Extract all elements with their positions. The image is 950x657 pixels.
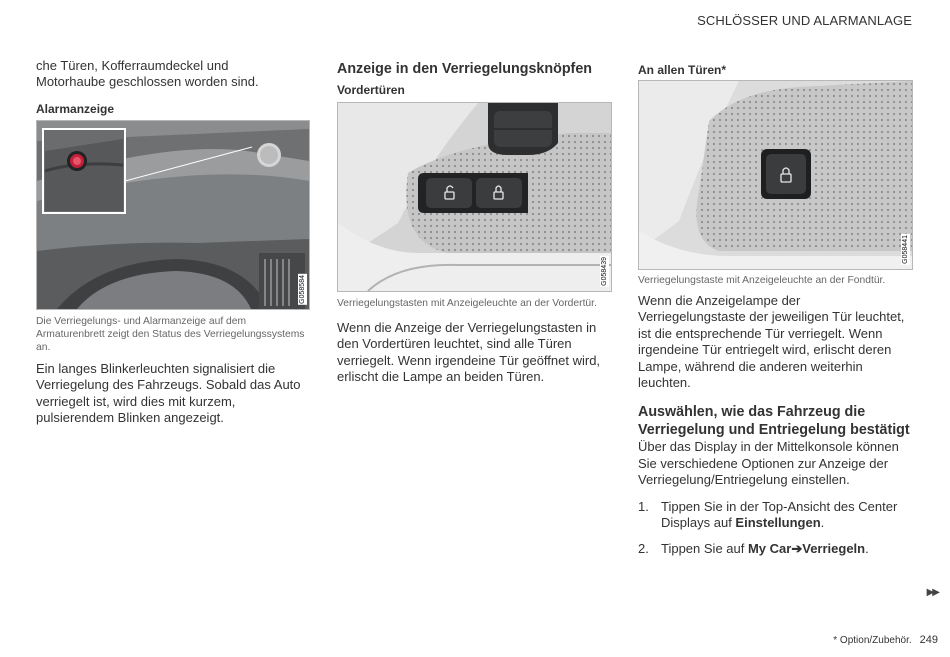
- alarm-indicator-heading: Alarmanzeige: [36, 101, 115, 116]
- lock-button-indicator-heading: Anzeige in den Verriegelungsknöpfen: [337, 61, 593, 77]
- rear-door-lock-button-figure: [638, 80, 913, 270]
- page-footer: [833, 634, 938, 646]
- front-door-figure-caption: Verriegelungstasten mit Anzeigeleuchte an der Vordertür.: [337, 298, 597, 309]
- footnote: * Option/Zubehör.: [833, 635, 912, 646]
- alarm-body-text: Ein langes Blinkerleuchten signalisiert die Verriegelung des Fahrzeugs. Sobald das Auto verriegelt ist, wird dies mit kurzem, pulsierendem Blinken angezeigt.: [36, 360, 301, 426]
- steps-list: [638, 499, 913, 558]
- column-3: [638, 58, 913, 558]
- all-doors-body-text: Wenn die Anzeigelampe der Verriegelungstaste der jeweiligen Tür leuchtet, ist die entsprechende Tür verriegelt. Wenn irgendeine Tür entriegelt wird, erlischt deren Lampe, während die anderen weiterhin leuchten.: [638, 293, 905, 391]
- alarm-indicator-figure: [36, 120, 310, 310]
- my-car-menu-label: My Car: [747, 541, 792, 557]
- page-header-title: SCHLÖSSER UND ALARMANLAGE: [697, 13, 912, 28]
- page-number: 249: [919, 634, 938, 646]
- column-1: [36, 58, 310, 426]
- settings-menu-label: Einstellungen: [735, 515, 821, 531]
- arrow-right-icon: ➔: [791, 541, 803, 557]
- confirm-lock-body-text: Über das Display in der Mittelkonsole können Sie verschiedene Optionen zur Anzeige der Verriegelung/Entriegelung einstellen.: [638, 439, 899, 488]
- rear-door-figure-caption: Verriegelungstaste mit Anzeigeleuchte an der Fondtür.: [638, 275, 886, 286]
- all-doors-heading: An allen Türen*: [638, 63, 727, 77]
- confirm-lock-heading: Auswählen, wie das Fahrzeug die Verriegelung und Entriegelung bestätigt: [638, 404, 910, 439]
- column-2: [337, 58, 612, 386]
- front-door-illustration: [338, 103, 611, 291]
- alarm-figure-caption: Die Verriegelungs- und Alarmanzeige auf dem Armaturenbrett zeigt den Status des Verriegelungssystems an.: [36, 315, 305, 353]
- continue-arrow-icon: ▶▶: [926, 587, 938, 598]
- rear-door-illustration: [639, 81, 912, 269]
- figure-id-label: G058441: [902, 235, 909, 264]
- figure-id-label: G058439: [601, 257, 608, 286]
- figure-id-label: G058584: [299, 275, 306, 304]
- list-item: 1. Tippen Sie in der Top-Ansicht des Center Displays auf Einstellungen.: [638, 498, 898, 531]
- intro-text: che Türen, Kofferraumdeckel und Motorhaube geschlossen worden sind.: [36, 58, 259, 90]
- front-door-body-text: Wenn die Anzeige der Verriegelungstasten in den Vordertüren leuchtet, sind alle Türen verriegelt. Wenn irgendeine Tür geöffnet wird, erlischt die Lampe an beiden Türen.: [337, 320, 601, 385]
- locking-menu-label: Verriegeln: [802, 541, 866, 557]
- front-doors-heading: Vordertüren: [337, 83, 405, 97]
- front-door-lock-buttons-figure: [337, 102, 612, 292]
- list-item: 2. Tippen Sie auf My Car➔Verriegeln.: [638, 541, 869, 557]
- dashboard-illustration: [37, 121, 309, 309]
